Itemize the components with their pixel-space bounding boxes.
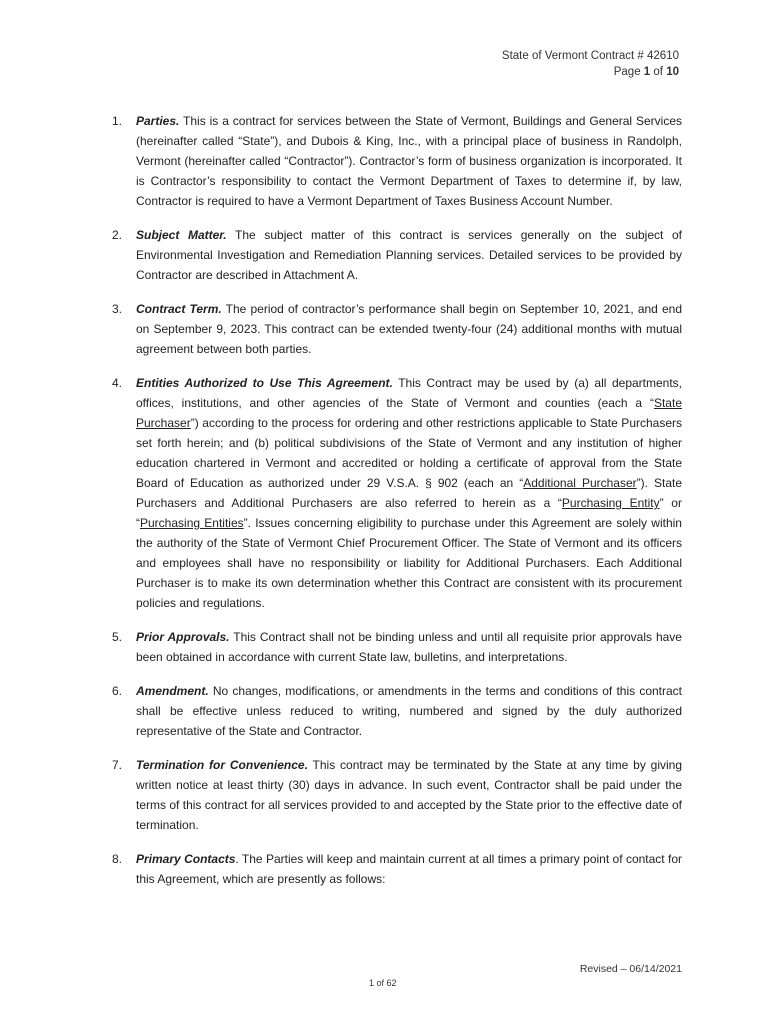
section-number: 8. <box>112 852 123 866</box>
section-amendment <box>112 681 682 741</box>
contract-body <box>112 111 682 889</box>
section-text: This is a contract for services between the State of Vermont, Buildings and General Services (hereinafter called “State”), and Dubois & King, Inc., with a principal place of business in Randolph, Vermont (hereinafter called “Contractor”). Contractor’s form of business organization is incorporated. It is Contractor’s responsibility to contact the Vermont Department of Taxes to determine if, by law, Contractor is required to have a Vermont Department of Taxes Business Account Number. <box>136 114 682 208</box>
section-number: 3. <box>112 302 123 316</box>
defined-term-purchasing-entities: Purchasing Entities <box>140 516 244 530</box>
section-number: 4. <box>112 376 123 390</box>
pdf-page-count: 1 of 62 <box>369 978 397 988</box>
defined-term-additional-purchaser: Additional Purchaser <box>523 476 637 490</box>
section-number: 2. <box>112 228 123 242</box>
section-parties <box>112 111 682 211</box>
section-prior-approvals <box>112 627 682 667</box>
section-subject-matter <box>112 225 682 285</box>
section-text: ”) according to the process for ordering and other restrictions applicable to State Purchasers set forth herein; and (b) political subdivisions of the State of Vermont and any institution of higher education chartered in Vermont and accredited or holding a certificate of approval from the State Board of Education as authorized under 29 V.S.A. § 902 (each an “ <box>136 416 682 490</box>
section-entities-authorized <box>112 373 682 613</box>
section-text: This contract may be terminated by the State at any time by giving written notice at least thirty (30) days in advance. In such event, Contractor shall be paid under the terms of this contract for all services provided to and accepted by the State prior to the effective date of termination. <box>136 758 683 832</box>
section-title: Amendment. <box>136 684 209 698</box>
section-contract-term <box>112 299 682 359</box>
section-text: The subject matter of this contract is services generally on the subject of Environmental Investigation and Remediation Planning services. Detailed services to be provided by Contractor are described in Attachment A. <box>136 228 682 282</box>
defined-term-purchasing-entity: Purchasing Entity <box>561 496 660 510</box>
section-termination <box>112 755 682 835</box>
page-total: 10 <box>666 66 679 78</box>
section-number: 6. <box>112 684 123 698</box>
page-of: of <box>653 66 663 78</box>
page-header <box>502 48 679 80</box>
section-title: Parties. <box>136 114 180 128</box>
section-text: ” or “ <box>136 496 682 530</box>
section-title: Termination for Convenience. <box>136 758 308 772</box>
section-text: ”. Issues concerning eligibility to purchase under this Agreement are solely within the authority of the State of Vermont Chief Procurement Officer. The State of Vermont and its officers and employees shall have no responsibility or liability for Additional Purchasers. Each Additional Purchaser is to make its own determination whether this Contract are consistent with its procurement policies and regulations. <box>136 516 682 610</box>
contract-number: State of Vermont Contract # 42610 <box>501 50 679 62</box>
section-text: This Contract shall not be binding unless and until all requisite prior approvals have been obtained in accordance with current State law, bulletins, and interpretations. <box>136 630 682 664</box>
page-current: 1 <box>643 66 651 78</box>
defined-term-state-purchaser: State Purchaser <box>136 396 682 430</box>
section-number: 5. <box>112 630 123 644</box>
page-indicator <box>502 64 679 80</box>
section-text: This Contract may be used by (a) all departments, offices, institutions, and other agencies of the State of Vermont and counties (each a “ <box>136 376 683 410</box>
revised-date: Revised – 06/14/2021 <box>579 963 682 975</box>
section-text: No changes, modifications, or amendments in the terms and conditions of this contract shall be effective unless reduced to writing, numbered and signed by the duly authorized representative of the State and Contractor. <box>136 684 682 738</box>
section-title: Contract Term. <box>136 302 222 316</box>
section-number: 7. <box>112 758 123 772</box>
page-word: Page <box>613 66 641 78</box>
section-primary-contacts <box>112 849 682 889</box>
section-text: The period of contractor’s performance shall begin on September 10, 2021, and end on September 9, 2023. This contract can be extended twenty-four (24) additional months with mutual agreement between both parties. <box>136 302 683 356</box>
section-title: Primary Contacts <box>136 852 236 866</box>
section-title: Prior Approvals. <box>136 630 230 644</box>
section-title: Entities Authorized to Use This Agreement. <box>136 376 393 390</box>
section-text: . The Parties will keep and maintain current at all times a primary point of contact for this Agreement, which are presently as follows: <box>136 852 683 886</box>
section-number: 1. <box>112 114 123 128</box>
section-text: ”). State Purchasers and Additional Purchasers are also referred to herein as a “ <box>136 476 682 510</box>
section-title: Subject Matter. <box>136 228 227 242</box>
